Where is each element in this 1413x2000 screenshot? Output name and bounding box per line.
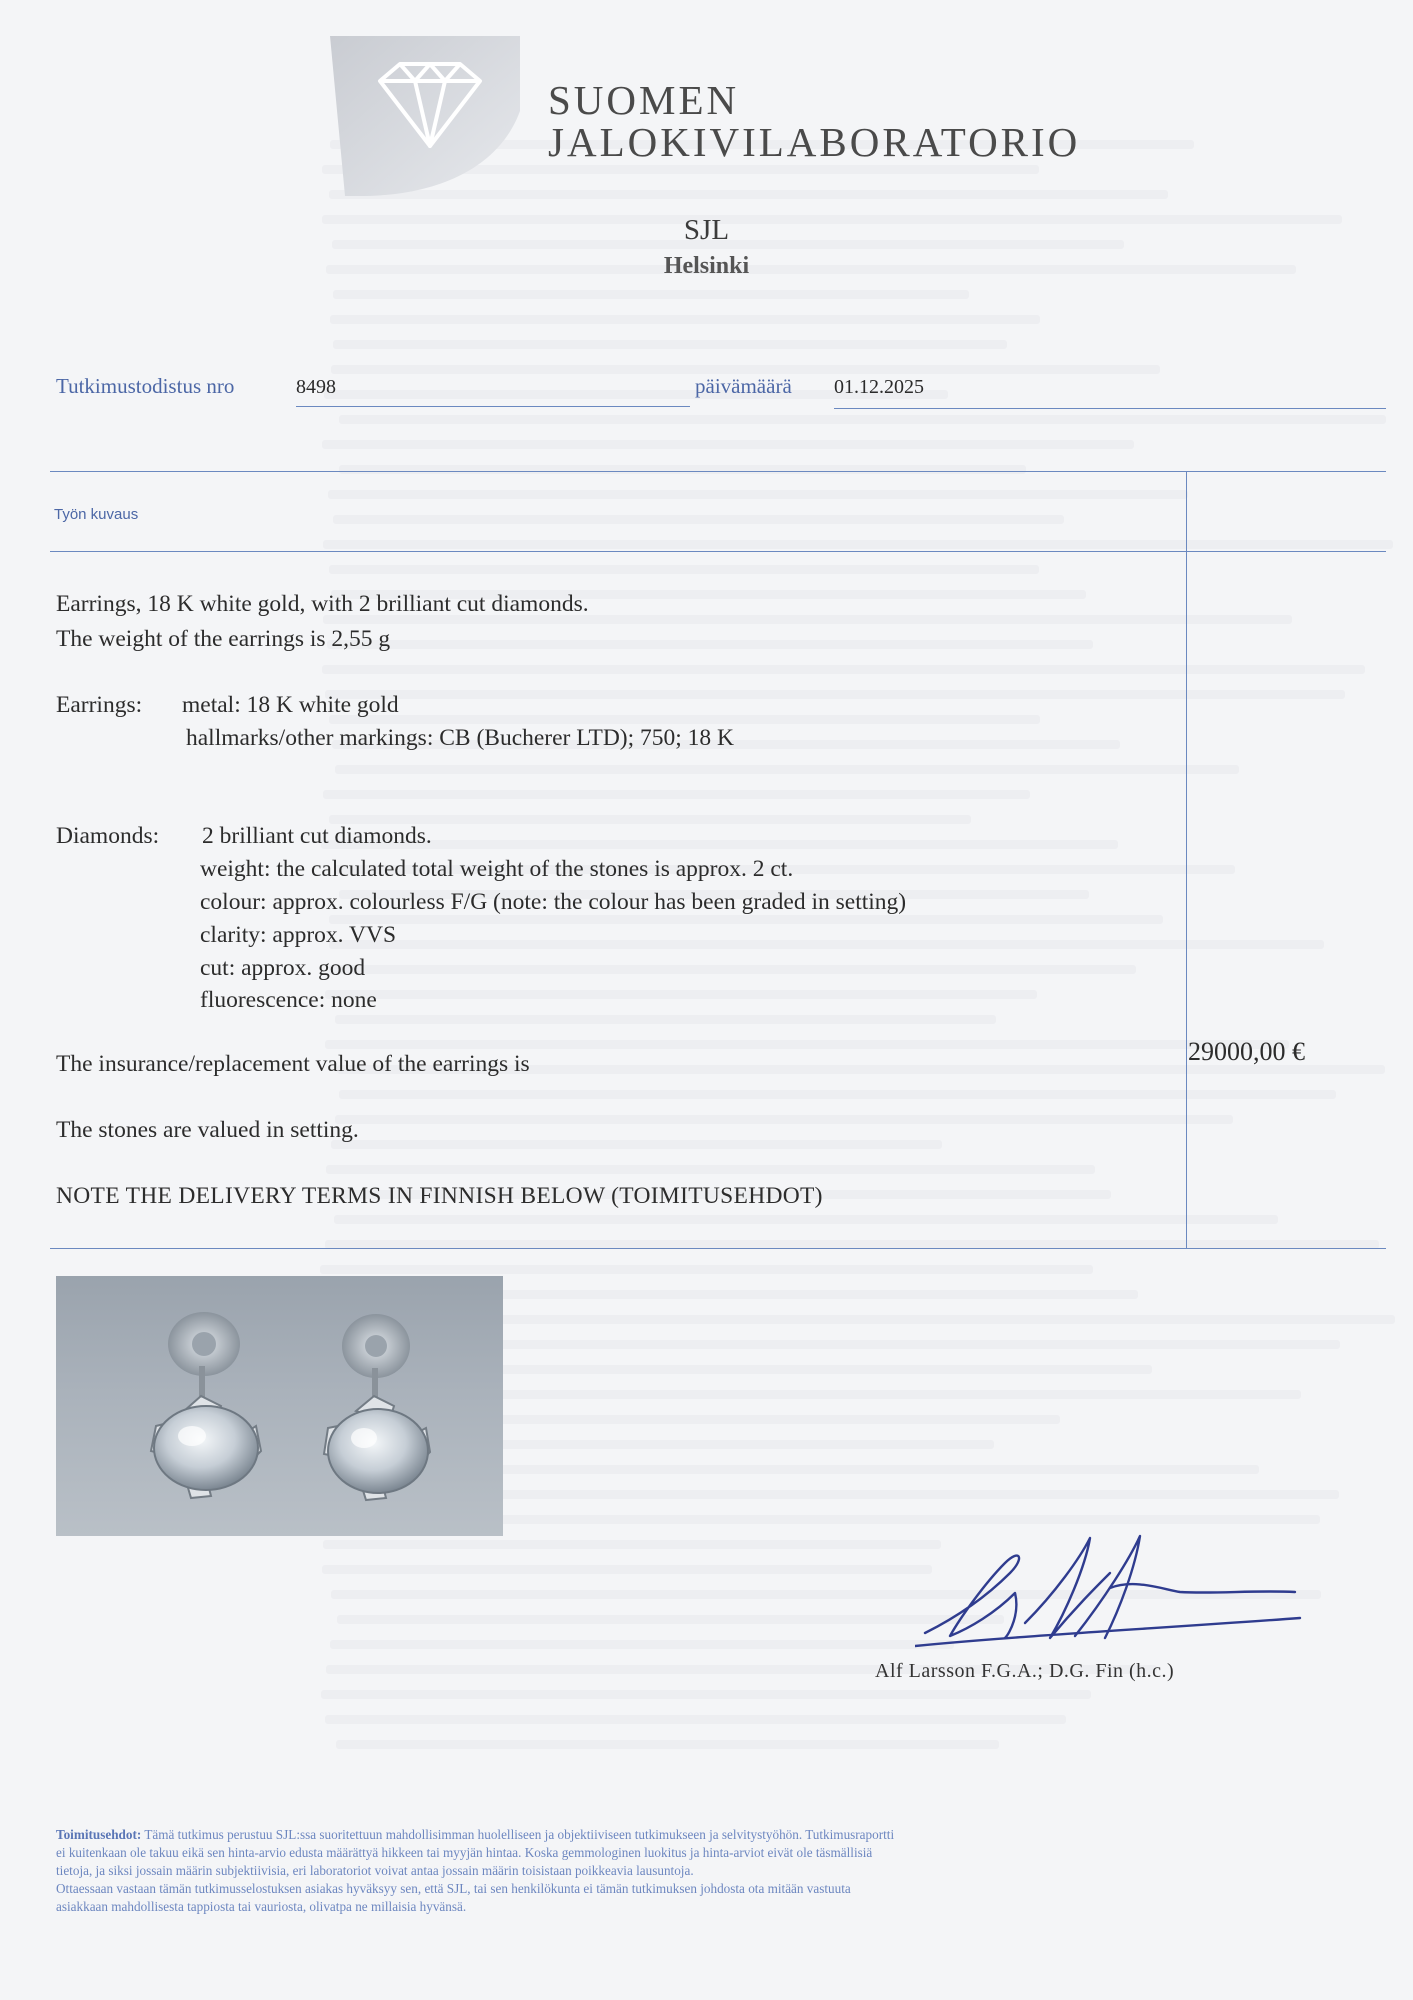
bleed-line (333, 290, 969, 299)
bleed-line (321, 840, 1118, 849)
valuation-amount: 29000,00 € (1188, 1037, 1305, 1066)
bleed-line (339, 415, 1386, 424)
diamonds-cut: cut: approx. good (200, 955, 366, 981)
signer-name: Alf Larsson F.G.A.; D.G. Fin (h.c.) (875, 1660, 1175, 1682)
date-label: päivämäärä (695, 374, 792, 398)
earrings-hallmarks: hallmarks/other markings: CB (Bucherer LTD); 750; 18 K (186, 725, 735, 751)
bleed-line (330, 315, 1040, 324)
diamonds-colour: colour: approx. colourless F/G (note: the colour has been graded in setting) (200, 889, 907, 915)
bleed-line (322, 665, 1365, 674)
terms-line-4: Ottaessaan vastaan tämän tutkimusselostuksen asiakas hyväksyy sen, että SJL, tai sen henkilökunta ei tämän tutkimuksen johdosta ota mitään vastuuta (56, 1881, 851, 1896)
bleed-line (325, 990, 1037, 999)
terms-line-2: ei kuitenkaan ole takuu eikä sen hinta-arvio edusta määrättyä hikkeen tai myyjän hintaa. Koska gemmologinen luokitus ja hinta-arviot eivät ole täsmällisiä (56, 1845, 873, 1860)
diamonds-count: 2 brilliant cut diamonds. (202, 823, 432, 849)
bleed-line (323, 790, 1030, 799)
bleed-line (326, 1165, 1095, 1174)
lab-name-line2: JALOKIVILABORATORIO (548, 119, 1081, 165)
bleed-line (327, 640, 1093, 649)
item-line2: The weight of the earrings is 2,55 g (56, 626, 391, 652)
delivery-terms (56, 1826, 1396, 1916)
date-underline (834, 408, 1386, 409)
lab-abbreviation: SJL (683, 214, 730, 246)
bleed-line (335, 1115, 1233, 1124)
certificate-date: 01.12.2025 (834, 376, 924, 398)
terms-line-3: tietoja, ja siksi jossain määrin subjektiivisia, eri laboratoriot voivat antaa jossain määrin toisistaan poikkeavia lausuntoja. (56, 1863, 694, 1878)
bleed-line (329, 565, 1039, 574)
bleed-line (323, 1540, 941, 1549)
bleed-line (333, 515, 1064, 524)
bleed-line (336, 1740, 999, 1749)
bleed-line (329, 715, 1040, 724)
certificate-number-label: Tutkimustodistus nro (56, 374, 235, 398)
bleed-line (335, 765, 1239, 774)
bleed-line (329, 965, 1136, 974)
bleed-line (337, 1615, 1004, 1624)
earrings-label: Earrings: (56, 692, 143, 718)
terms-line1-text: Tämä tutkimus perustuu SJL:ssa suoritettuun mahdollisimman huolelliseen ja objektiiviseen tutkimukseen ja selvitystyöhön. Tutkimusraportti (144, 1827, 895, 1842)
bleed-line (325, 1715, 1066, 1724)
terms-heading: Toimitusehdot: (56, 1827, 142, 1842)
bleed-line (339, 465, 1026, 474)
diamonds-label: Diamonds: (56, 823, 160, 849)
stones-valued-note: The stones are valued in setting. (56, 1117, 359, 1143)
terms-line-1 (56, 1826, 1396, 1844)
valuation-text: The insurance/replacement value of the earrings is (56, 1051, 530, 1077)
table-column-divider (1186, 471, 1187, 1248)
handwritten-signature (915, 1518, 1305, 1658)
bleed-line (325, 690, 1345, 699)
diamonds-fluorescence: fluorescence: none (200, 987, 377, 1013)
item-line1: Earrings, 18 K white gold, with 2 brilliant cut diamonds. (56, 591, 589, 617)
bleed-line (329, 915, 1163, 924)
certificate-number-underline (296, 406, 690, 407)
bleed-line (323, 540, 1393, 549)
bleed-line (329, 940, 1324, 949)
bleed-line (322, 1565, 932, 1574)
certificate-number: 8498 (296, 376, 336, 398)
bleed-line (333, 340, 1007, 349)
bleed-line (328, 490, 1188, 499)
bleed-line (335, 1015, 996, 1024)
diamond-logo-icon (320, 36, 520, 196)
bleed-line (331, 1140, 942, 1149)
description-label: Työn kuvaus (54, 506, 139, 523)
diamonds-weight: weight: the calculated total weight of the stones is approx. 2 ct. (200, 856, 794, 882)
bleed-line (320, 1265, 1093, 1274)
terms-line-5: asiakkaan mahdollisesta tappiosta tai vauriosta, olivatpa ne millaisia hyvänsä. (56, 1899, 467, 1914)
bleed-line (334, 1215, 1278, 1224)
lab-city: Helsinki (663, 253, 750, 279)
lab-name-line1: SUOMEN (548, 77, 740, 123)
earrings-illustration (56, 1276, 503, 1536)
bleed-line (325, 1040, 1289, 1049)
bleed-line (322, 440, 1134, 449)
bleed-line (321, 1690, 1091, 1699)
bleed-line (330, 1640, 954, 1649)
table-bottom-rule (50, 1248, 1386, 1249)
delivery-terms-note: NOTE THE DELIVERY TERMS IN FINNISH BELOW (TOIMITUSEHDOT) (56, 1183, 823, 1209)
bleed-line (331, 365, 1160, 374)
earrings-metal: metal: 18 K white gold (182, 692, 399, 718)
diamonds-clarity: clarity: approx. VVS (200, 922, 397, 948)
earrings-photo (56, 1276, 503, 1536)
